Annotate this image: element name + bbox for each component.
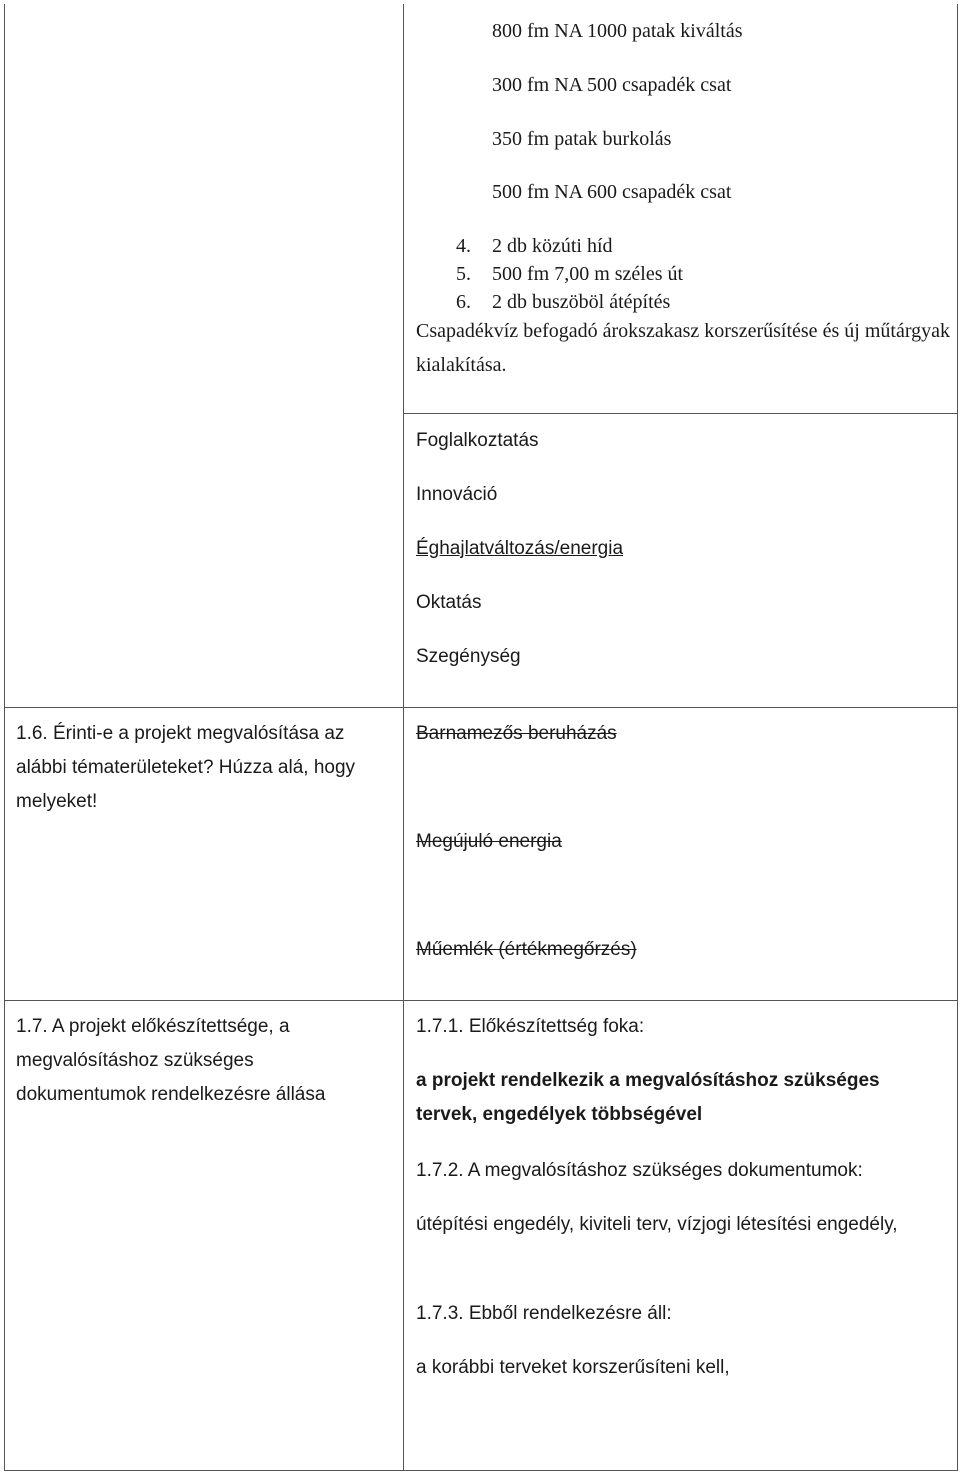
work-item-4: 500 fm NA 600 csapadék csat <box>492 181 732 203</box>
topic-education: Oktatás <box>416 592 482 613</box>
list-number: 6. <box>456 291 471 313</box>
list-number: 5. <box>456 263 471 285</box>
cell-divider-right-1 <box>403 413 958 414</box>
answer-1-7-1: a projekt rendelkezik a megvalósításhoz szükséges tervek, engedélyek többségével <box>416 1070 880 1125</box>
list-number: 4. <box>456 235 471 257</box>
topic-employment: Foglalkoztatás <box>416 430 539 451</box>
work-item-2: 300 fm NA 500 csapadék csat <box>492 74 732 96</box>
topic-climate-energy: Éghajlatváltozás/energia <box>416 538 624 559</box>
works-summary: Csapadékvíz befogadó árokszakasz korszerűsítése és új műtárgyak kialakítása. <box>416 320 950 376</box>
row-divider-1-6 <box>4 707 958 708</box>
option-brownfield: Barnamezős beruházás <box>416 723 617 744</box>
answer-1-7-2: útépítési engedély, kiviteli terv, vízjogi létesítési engedély, <box>416 1214 898 1235</box>
question-1-7-2: 1.7.2. A megvalósításhoz szükséges dokumentumok: <box>416 1160 863 1181</box>
list-text: 500 fm 7,00 m széles út <box>492 263 684 285</box>
table-right-border <box>957 4 958 1470</box>
column-divider <box>403 4 404 1470</box>
question-1-7-1: 1.7.1. Előkészítettség foka: <box>416 1016 645 1037</box>
row-divider-1-7 <box>4 1000 958 1001</box>
topic-innovation: Innováció <box>416 484 498 505</box>
row-1-6-question: 1.6. Érinti-e a projekt megvalósítása az alábbi tématerületeket? <box>16 723 345 778</box>
list-text: 2 db buszöböl átépítés <box>492 291 671 313</box>
table-bottom-border <box>4 1470 958 1471</box>
answer-1-7-3: a korábbi terveket korszerűsíteni kell, <box>416 1357 730 1378</box>
row-1-6-label <box>16 717 396 819</box>
topic-poverty: Szegénység <box>416 646 521 667</box>
question-1-7-3: 1.7.3. Ebből rendelkezésre áll: <box>416 1303 672 1324</box>
work-item-3: 350 fm patak burkolás <box>492 128 672 150</box>
work-item-1: 800 fm NA 1000 patak kiváltás <box>492 20 743 42</box>
list-text: 2 db közúti híd <box>492 235 613 257</box>
table-left-border <box>4 4 5 1470</box>
row-1-6-instruction: Húzza alá, hogy melyeket! <box>16 757 356 812</box>
option-renewable-energy: Megújuló energia <box>416 831 562 852</box>
option-heritage: Műemlék (értékmegőrzés) <box>416 939 637 960</box>
row-1-7-label: 1.7. A projekt előkészítettsége, a megvalósításhoz szükséges dokumentumok rendelkezésre állása <box>16 1016 326 1105</box>
